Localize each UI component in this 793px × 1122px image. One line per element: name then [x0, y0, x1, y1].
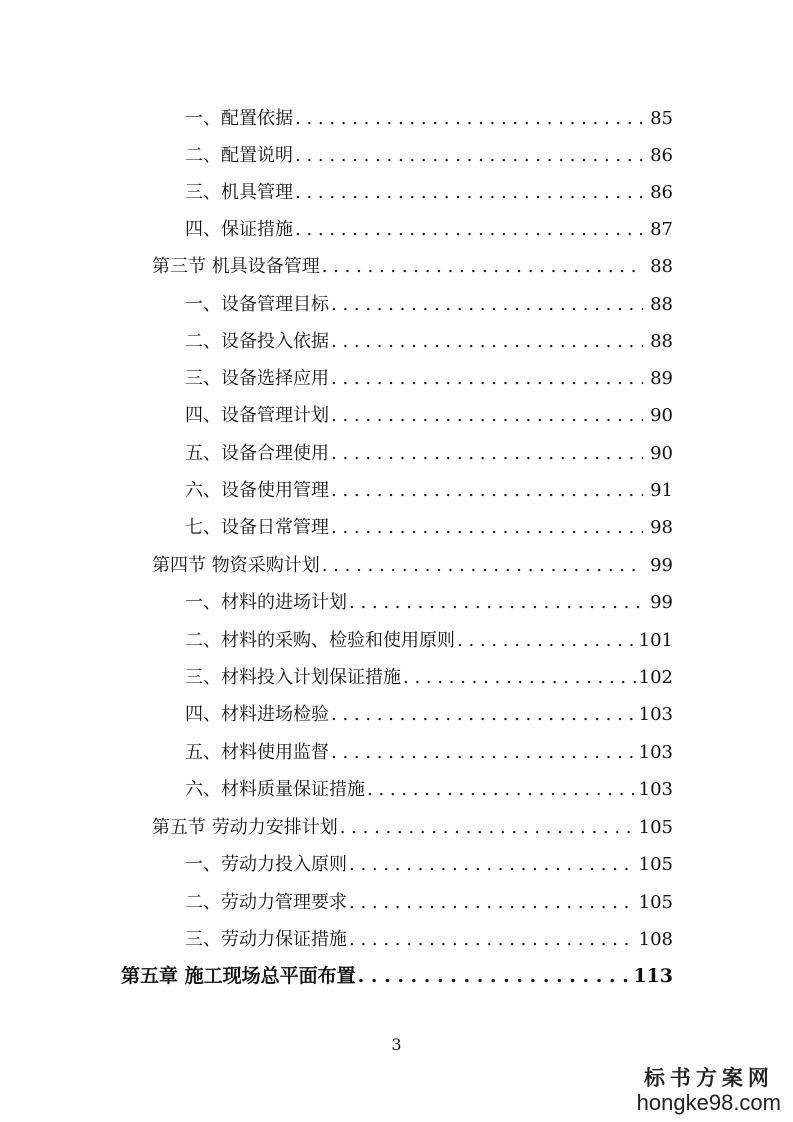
dot-leader — [331, 472, 643, 509]
toc-entry-page: 101 — [638, 630, 673, 651]
toc-entry-title: 第五节 劳动力安排计划 — [152, 817, 338, 838]
dot-leader — [358, 958, 632, 995]
toc-entry-page: 98 — [650, 517, 673, 538]
toc-entry-page: 103 — [638, 704, 673, 725]
toc-entry-page: 85 — [650, 108, 673, 129]
toc-entry[interactable] — [185, 137, 673, 174]
toc-entry[interactable] — [185, 659, 673, 696]
toc-entry-page: 91 — [650, 480, 673, 501]
toc-entry[interactable] — [185, 771, 673, 808]
toc-entry-title: 四、保证措施 — [185, 219, 293, 240]
toc-entry-page: 87 — [650, 219, 673, 240]
watermark-url-text: hongke98.com — [636, 1090, 781, 1115]
toc-entry-title: 五、材料使用监督 — [185, 742, 329, 763]
toc-entry-title: 六、设备使用管理 — [185, 480, 329, 501]
dot-leader — [295, 174, 643, 211]
toc-entry-title: 七、设备日常管理 — [185, 517, 329, 538]
toc-entry-title: 第三节 机具设备管理 — [152, 256, 320, 277]
toc-entry-page: 103 — [638, 779, 673, 800]
dot-leader — [331, 696, 637, 733]
toc-section-entry[interactable] — [152, 809, 673, 846]
toc-entry-title: 一、设备管理目标 — [185, 294, 329, 315]
toc-entry-title: 二、配置说明 — [185, 145, 293, 166]
dot-leader — [349, 846, 637, 883]
toc-entry-page: 88 — [650, 331, 673, 352]
watermark-logo — [637, 1066, 781, 1116]
dot-leader — [349, 921, 637, 958]
toc-entry-page: 99 — [650, 555, 673, 576]
dot-leader — [367, 771, 637, 808]
toc-entry-title: 二、劳动力管理要求 — [185, 892, 347, 913]
toc-entry-title: 二、材料的采购、检验和使用原则 — [185, 630, 455, 651]
toc-entry[interactable] — [185, 472, 673, 509]
toc-entry-page: 103 — [638, 742, 673, 763]
toc-entry-page: 86 — [650, 145, 673, 166]
toc-entry-title: 六、材料质量保证措施 — [185, 779, 365, 800]
page-number: 3 — [391, 1035, 402, 1054]
toc-entry-title: 第五章 施工现场总平面布置 — [121, 965, 356, 987]
toc-entry-page: 108 — [638, 929, 673, 950]
toc-entry[interactable] — [185, 696, 673, 733]
toc-entry-page: 99 — [650, 592, 673, 613]
toc-entry[interactable] — [185, 734, 673, 771]
toc-entry-title: 三、机具管理 — [185, 182, 293, 203]
dot-leader — [331, 323, 643, 360]
toc-entry[interactable] — [185, 584, 673, 621]
watermark-chinese-text: 标书方案网 — [643, 1066, 774, 1090]
toc-section-entry[interactable] — [152, 547, 673, 584]
toc-entry-page: 86 — [650, 182, 673, 203]
toc-entry[interactable] — [185, 174, 673, 211]
dot-leader — [295, 137, 643, 174]
dot-leader — [295, 100, 643, 137]
toc-entry[interactable] — [185, 211, 673, 248]
toc-entry[interactable] — [185, 921, 673, 958]
toc-entry[interactable] — [185, 286, 673, 323]
toc-entry-title: 三、材料投入计划保证措施 — [185, 667, 401, 688]
dot-leader — [322, 248, 643, 285]
toc-entry-page: 90 — [650, 443, 673, 464]
toc-entry[interactable] — [185, 622, 673, 659]
toc-entry[interactable] — [185, 846, 673, 883]
dot-leader — [295, 211, 643, 248]
toc-entry-page: 105 — [638, 817, 673, 838]
dot-leader — [322, 547, 643, 584]
toc-entry-title: 三、设备选择应用 — [185, 368, 329, 389]
toc-entry-title: 二、设备投入依据 — [185, 331, 329, 352]
toc-entry-page: 88 — [650, 256, 673, 277]
dot-leader — [340, 809, 637, 846]
toc-entry-page: 105 — [638, 854, 673, 875]
dot-leader — [349, 584, 643, 621]
dot-leader — [331, 509, 643, 546]
dot-leader — [331, 435, 643, 472]
toc-entry[interactable] — [185, 360, 673, 397]
toc-entry-title: 第四节 物资采购计划 — [152, 555, 320, 576]
toc-entry-title: 一、配置依据 — [185, 108, 293, 129]
toc-entry[interactable] — [185, 509, 673, 546]
toc-entry-title: 四、材料进场检验 — [185, 704, 329, 725]
dot-leader — [349, 884, 637, 921]
toc-entry-page: 89 — [650, 368, 673, 389]
toc-entry-title: 一、材料的进场计划 — [185, 592, 347, 613]
toc-entry[interactable] — [185, 100, 673, 137]
dot-leader — [457, 622, 637, 659]
dot-leader — [331, 734, 637, 771]
toc-chapter-entry[interactable] — [121, 958, 673, 995]
toc-entry-title: 一、劳动力投入原则 — [185, 854, 347, 875]
toc-entry-page: 113 — [633, 965, 673, 987]
toc-entry[interactable] — [185, 323, 673, 360]
dot-leader — [331, 360, 643, 397]
dot-leader — [403, 659, 637, 696]
toc-entry-title: 三、劳动力保证措施 — [185, 929, 347, 950]
toc-entry-page: 88 — [650, 294, 673, 315]
toc-entry-page: 102 — [638, 667, 673, 688]
dot-leader — [331, 286, 643, 323]
toc-entry[interactable] — [185, 884, 673, 921]
toc-entry-title: 五、设备合理使用 — [185, 443, 329, 464]
toc-entry-title: 四、设备管理计划 — [185, 405, 329, 426]
dot-leader — [331, 397, 643, 434]
toc-entry[interactable] — [185, 435, 673, 472]
toc-section-entry[interactable] — [152, 248, 673, 285]
toc-entry-page: 90 — [650, 405, 673, 426]
toc-entry-page: 105 — [638, 892, 673, 913]
toc-entry[interactable] — [185, 397, 673, 434]
